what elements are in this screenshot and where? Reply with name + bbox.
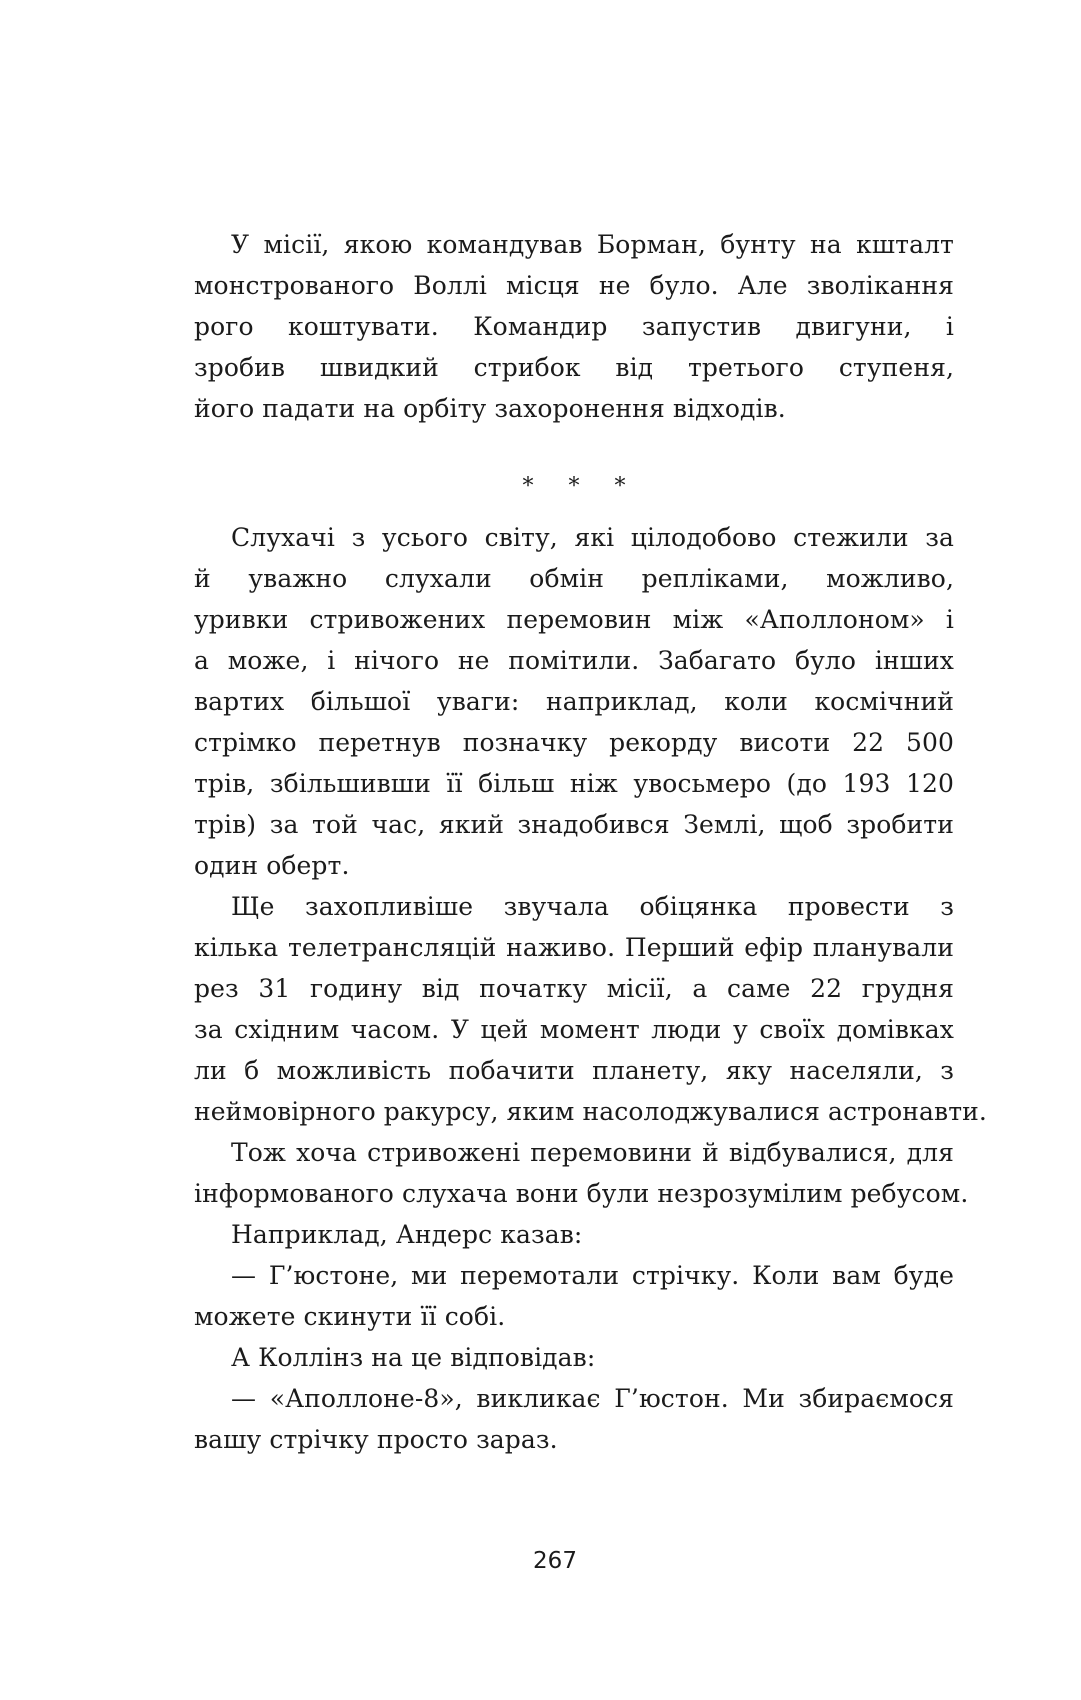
text-line: за східним часом. У цей момент люди у своїх домівках (194, 1015, 954, 1044)
dialogue-paragraph (194, 1378, 954, 1460)
text-line: уривки стривожених перемовин між «Аполлоном» і (194, 605, 954, 634)
text-line: кілька телетрансляцій наживо. Перший ефір планували (194, 933, 954, 962)
text-line: Тож хоча стривожені перемовини й відбувалися, для (231, 1138, 954, 1167)
text-line: — «Аполлоне-8», викликає Г’юстон. Ми збираємося (231, 1384, 954, 1413)
paragraph (194, 1337, 954, 1378)
paragraph (194, 517, 954, 886)
text-line: рого коштувати. Командир запустив двигуни, і (194, 312, 954, 341)
page-number: 267 (533, 1548, 577, 1574)
text-line: неймовірного ракурсу, яким насолоджувалися астронавти. (194, 1097, 987, 1126)
text-line: Наприклад, Андерс казав: (231, 1220, 583, 1249)
paragraph (194, 224, 954, 429)
text-line: стрімко перетнув позначку рекорду висоти 22 500 (194, 728, 954, 757)
text-line: а може, і нічого не помітили. Забагато було інших (194, 646, 954, 675)
paragraph (194, 886, 987, 1132)
text-line: Слухачі з усього світу, які цілодобово стежили за (231, 523, 954, 552)
text-line: У місії, якою командував Борман, бунту на кшталт (231, 230, 954, 259)
text-line: трів, збільшивши її більш ніж увосьмеро (до 193 120 (194, 769, 954, 798)
text-line: й уважно слухали обмін репліками, можливо, (194, 564, 954, 593)
dialogue-paragraph (194, 1255, 954, 1337)
text-line: вашу стрічку просто зараз. (194, 1425, 558, 1454)
text-line: його падати на орбіту захоронення відходів. (194, 394, 786, 423)
text-line: ли б можливість побачити планету, яку населяли, з (194, 1056, 954, 1085)
text-line: вартих більшої уваги: наприклад, коли космічний (194, 687, 954, 716)
text-line: — Г’юстоне, ми перемотали стрічку. Коли вам буде (231, 1261, 954, 1290)
section-separator: * * * (522, 474, 640, 499)
top-paragraph (194, 224, 954, 429)
text-line: рез 31 годину від початку місії, а саме 22 грудня (194, 974, 954, 1003)
text-line: зробив швидкий стрибок від третього ступеня, (194, 353, 954, 382)
text-line: монстрованого Воллі місця не було. Але зволікання (194, 271, 954, 300)
main-text (194, 517, 987, 1460)
paragraph (194, 1132, 969, 1214)
text-line: трів) за той час, який знадобився Землі, щоб зробити (194, 810, 954, 839)
text-line: інформованого слухача вони були незрозумілим ребусом. (194, 1179, 969, 1208)
text-line: Ще захопливіше звучала обіцянка провести з (231, 892, 954, 921)
text-line: можете скинути її собі. (194, 1302, 506, 1331)
text-line: А Коллінз на це відповідав: (231, 1343, 596, 1372)
paragraph (194, 1214, 954, 1255)
text-line: один оберт. (194, 851, 350, 880)
